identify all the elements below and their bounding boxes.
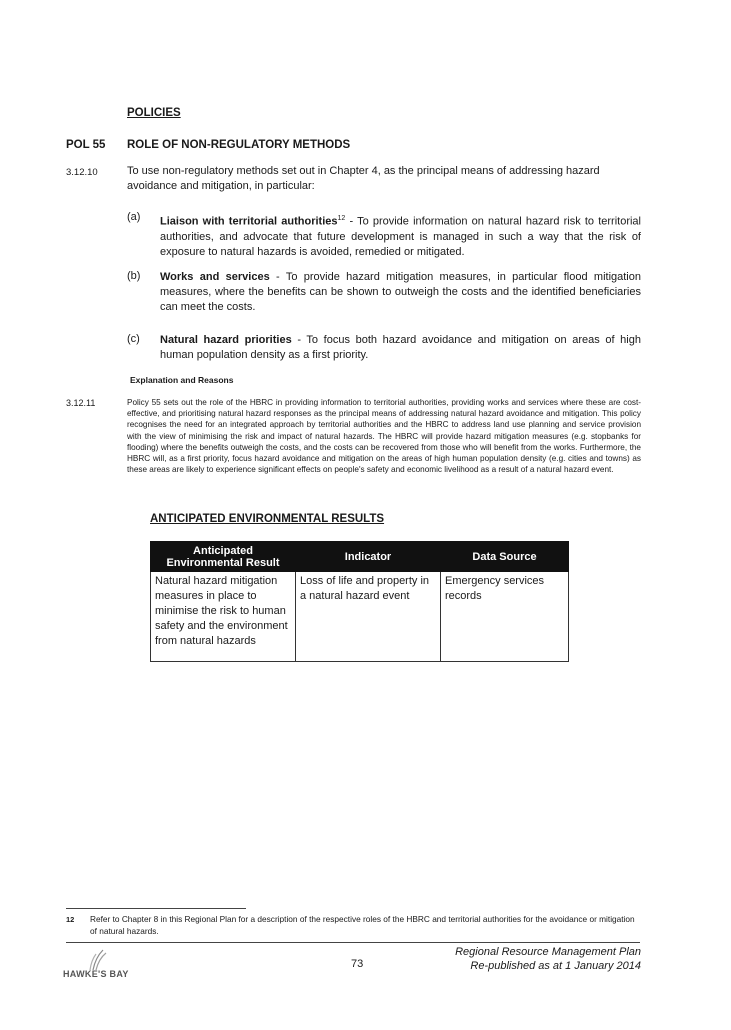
hawkes-bay-logo — [63, 948, 133, 984]
table-cell: Loss of life and property in a natural hazard event — [296, 572, 441, 662]
item-title: Natural hazard priorities — [160, 334, 292, 346]
column-header: Anticipated Environmental Result — [151, 542, 296, 572]
table-cell: Natural hazard mitigation measures in place to minimise the risk to human safety and the environment from natural hazards — [151, 572, 296, 662]
paragraph-text: Policy 55 sets out the role of the HBRC in providing information to territorial authorities, providing works and services where these are cost-effective, and prioritising natural hazard responses as the principal means of addressing natural hazard avoidance and mitigation. This policy recognises the need for an integrated approach by territorial authorities and the HBRC to address land use planning and service provision with the view of minimising the risk and impact of natural hazards. The HBRC will provide hazard mitigation measures (e.g. stopbanks for flooding) where the benefits outweigh the costs, and the costs can be recovered from those who will benefit from the works. Furthermore, the HBRC will, as a first priority, focus hazard avoidance and mitigation on the areas of high human population density (e.g. cities and towns) as these areas are likely to experience significant effects on people's safety and economic livelihood as a result of a natural hazard event. — [127, 398, 641, 475]
explanation-heading: Explanation and Reasons — [130, 375, 234, 385]
column-header: Indicator — [296, 542, 441, 572]
page-number: 73 — [351, 958, 364, 970]
item-body: - To provide hazard mitigation measures, in particular flood mitigation measures, where the benefits can be shown to outweigh the costs and the identified beneficiaries can meet the costs. — [160, 271, 641, 313]
republished-date: Re-published as at 1 January 2014 — [470, 960, 641, 972]
list-item — [160, 270, 641, 315]
list-item — [160, 333, 641, 363]
item-label: (c) — [127, 333, 140, 345]
column-header: Data Source — [441, 542, 569, 572]
paragraph-number: 3.12.10 — [66, 167, 98, 178]
policy-title: ROLE OF NON-REGULATORY METHODS — [127, 139, 351, 151]
footnote-divider — [66, 908, 246, 909]
footnote-number: 12 — [66, 915, 75, 924]
item-body: - To focus both hazard avoidance and mitigation on areas of high human population density as a first priority. — [160, 334, 641, 361]
table-header-row — [151, 542, 569, 572]
item-title: Works and services — [160, 271, 270, 283]
table-cell: Emergency services records — [441, 572, 569, 662]
footnote-text: Refer to Chapter 8 in this Regional Plan for a description of the respective roles of the HBRC and territorial authorities for the avoidance or mitigation of natural hazards. — [90, 914, 635, 936]
list-item — [160, 211, 641, 260]
plan-title: Regional Resource Management Plan — [455, 946, 641, 958]
results-table — [150, 541, 569, 662]
item-title: Liaison with territorial authorities — [160, 215, 338, 228]
item-label: (a) — [127, 211, 141, 223]
footer-divider — [66, 942, 640, 943]
section-heading: POLICIES — [127, 107, 181, 119]
paragraph-number: 3.12.11 — [66, 398, 96, 408]
logo-text: HAWKE'S BAY — [63, 969, 129, 979]
footnote-ref: 12 — [337, 215, 346, 222]
item-label: (b) — [127, 270, 141, 282]
paragraph-text: To use non-regulatory methods set out in Chapter 4, as the principal means of addressing hazard avoidance and mitigation, in particular: — [127, 165, 600, 192]
results-heading: ANTICIPATED ENVIRONMENTAL RESULTS — [150, 513, 385, 525]
item-body: - To provide information on natural hazard risk to territorial authorities, and advocate that future development is managed in such a way that the risk of exposure to natural hazards is avoided, remedied or mitigated. — [160, 215, 641, 258]
policy-number: POL 55 — [66, 139, 106, 151]
table-row — [151, 572, 569, 662]
